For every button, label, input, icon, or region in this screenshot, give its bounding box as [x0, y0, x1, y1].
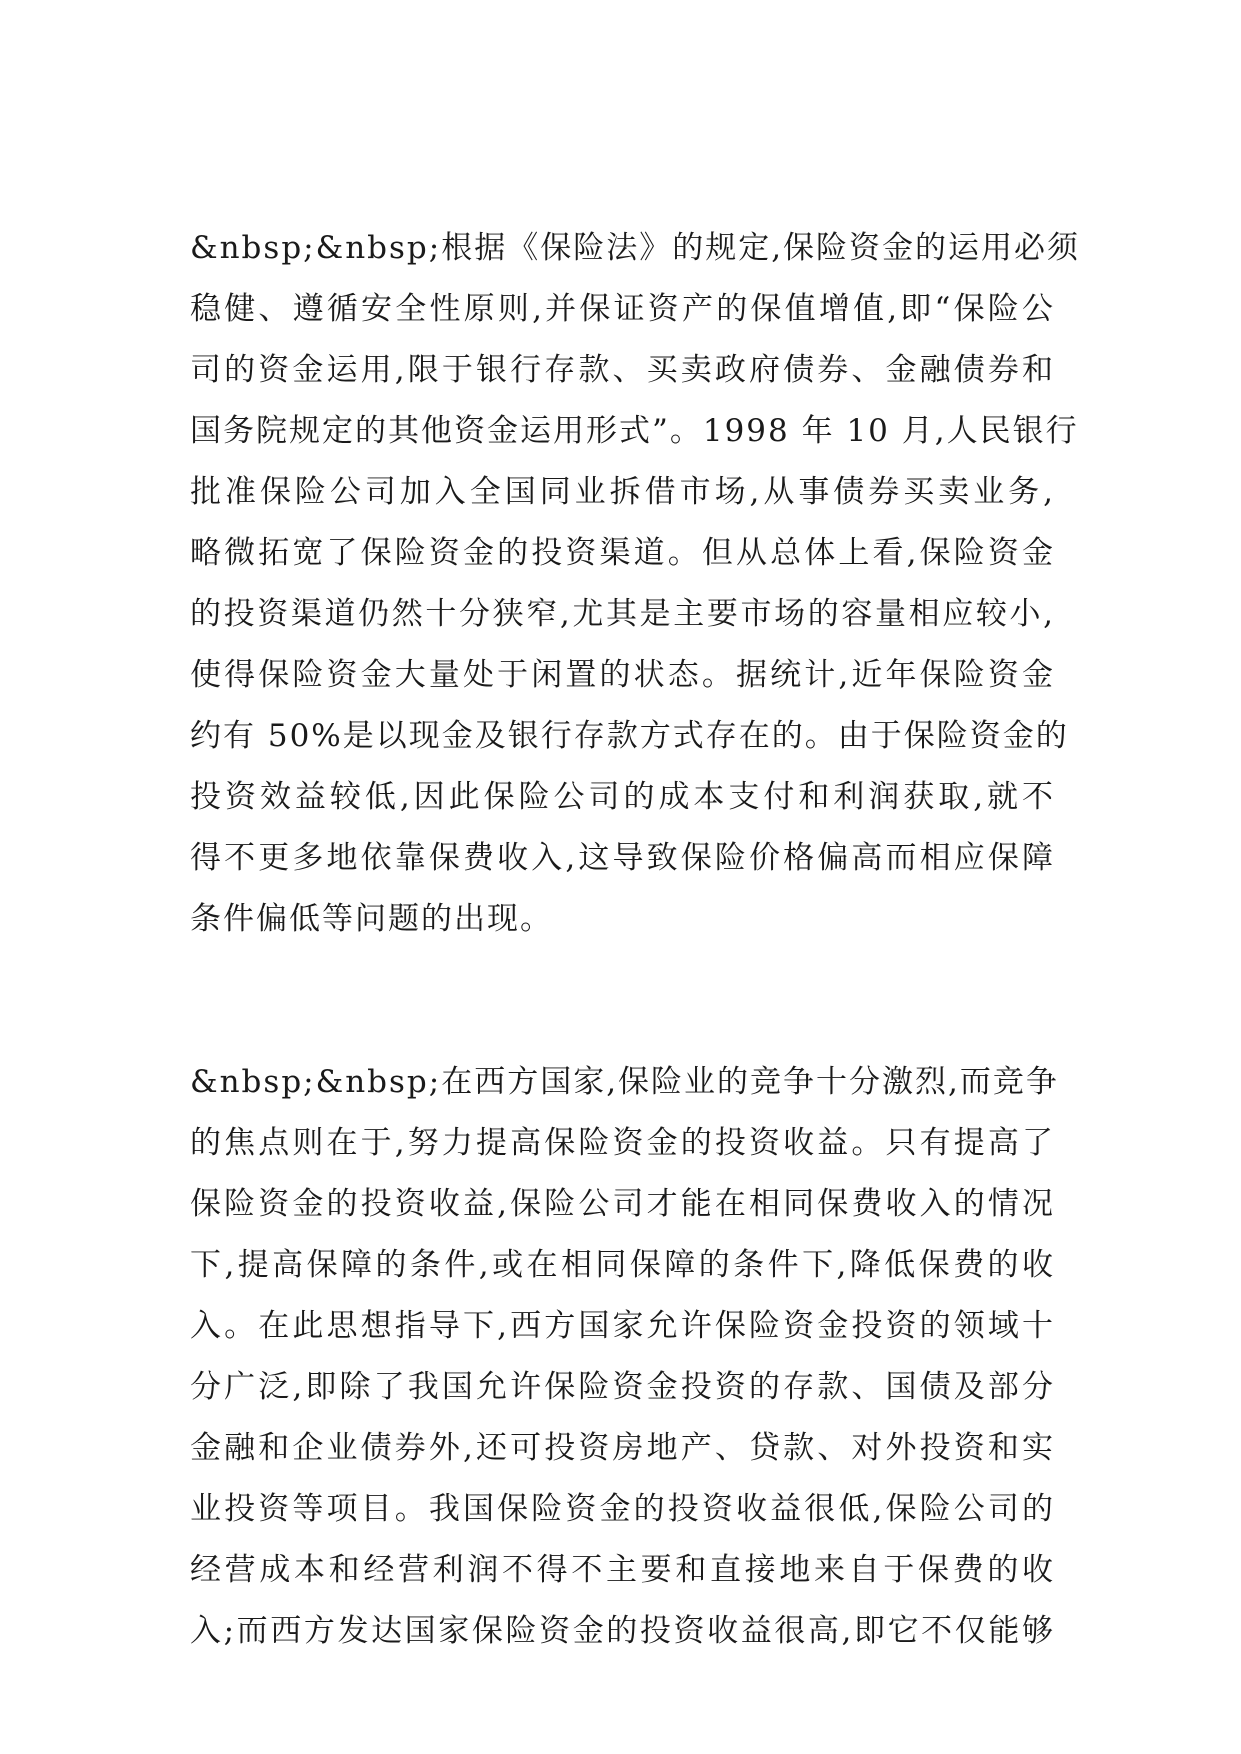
text-line: 的投资渠道仍然十分狭窄,尤其是主要市场的容量相应较小,: [190, 596, 1055, 632]
text-line: 使得保险资金大量处于闲置的状态。据统计,近年保险资金: [190, 657, 1055, 693]
text-line: 入。在此思想指导下,西方国家允许保险资金投资的领域十: [190, 1308, 1055, 1344]
text-line: 批准保险公司加入全国同业拆借市场,从事债券买卖业务,: [190, 474, 1055, 510]
text-line: 保险资金的投资收益,保险公司才能在相同保费收入的情况: [190, 1186, 1055, 1222]
text-line: 略微拓宽了保险资金的投资渠道。但从总体上看,保险资金: [190, 535, 1055, 571]
text-line: 投资效益较低,因此保险公司的成本支付和利润获取,就不: [190, 779, 1055, 815]
text-line: &nbsp;&nbsp;在西方国家,保险业的竞争十分激烈,而竞争: [190, 1064, 1059, 1100]
text-line: 分广泛,即除了我国允许保险资金投资的存款、国债及部分: [190, 1369, 1055, 1405]
text-line: 司的资金运用,限于银行存款、买卖政府债券、金融债券和: [190, 352, 1055, 388]
text-line: 条件偏低等问题的出现。: [190, 901, 553, 937]
text-line: 入;而西方发达国家保险资金的投资收益很高,即它不仅能够: [190, 1613, 1055, 1649]
text-line: 的焦点则在于,努力提高保险资金的投资收益。只有提高了: [190, 1125, 1055, 1161]
text-line: 下,提高保障的条件,或在相同保障的条件下,降低保费的收: [190, 1247, 1055, 1283]
paragraph-2: [190, 1052, 1059, 1662]
text-line: 约有 50%是以现金及银行存款方式存在的。由于保险资金的: [190, 718, 1069, 754]
text-line: 得不更多地依靠保费收入,这导致保险价格偏高而相应保障: [190, 840, 1055, 876]
text-line: 国务院规定的其他资金运用形式”。1998 年 10 月,人民银行: [190, 413, 1079, 449]
text-line: 金融和企业债券外,还可投资房地产、贷款、对外投资和实: [190, 1430, 1055, 1466]
document-page: [190, 218, 1081, 1662]
text-line: 业投资等项目。我国保险资金的投资收益很低,保险公司的: [190, 1491, 1055, 1527]
text-line: 稳健、遵循安全性原则,并保证资产的保值增值,即“保险公: [190, 291, 1055, 327]
paragraph-1: [190, 218, 1081, 950]
text-line: &nbsp;&nbsp;根据《保险法》的规定,保险资金的运用必须: [190, 230, 1081, 266]
text-line: 经营成本和经营利润不得不主要和直接地来自于保费的收: [190, 1552, 1055, 1588]
